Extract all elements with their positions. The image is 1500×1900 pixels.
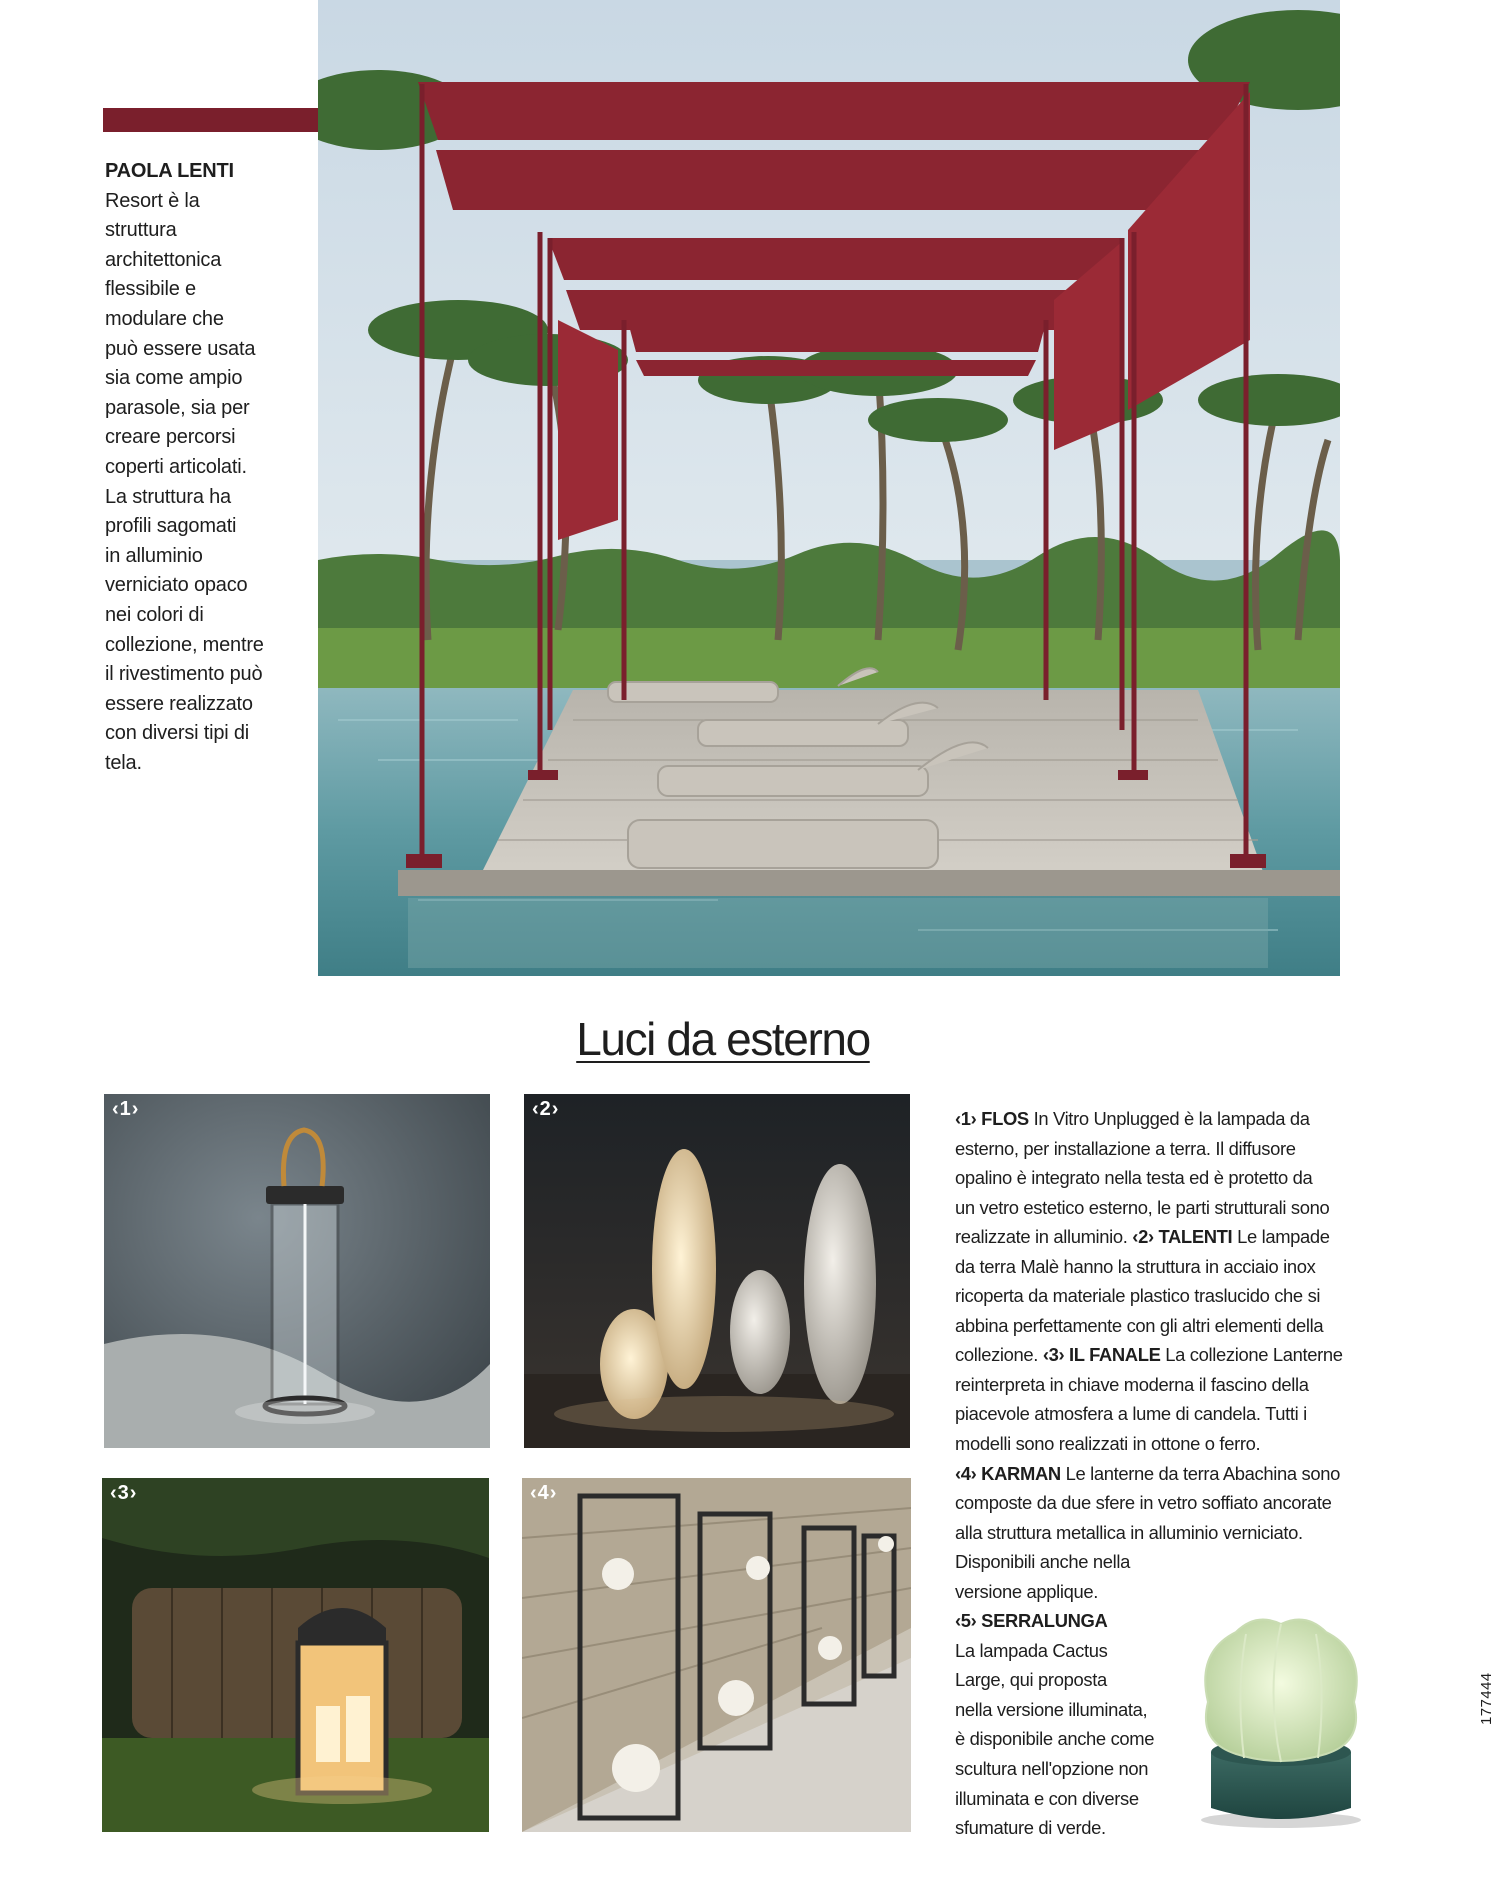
copy-line <box>955 1311 1355 1341</box>
hero-photo-pergola <box>318 0 1340 976</box>
intro-line: sia come ampio <box>105 367 243 390</box>
copy-line <box>955 1163 1355 1193</box>
copy-text: è disponibile anche come <box>955 1728 1155 1750</box>
copy-line <box>955 1577 1355 1607</box>
intro-line: modulare che <box>105 307 224 330</box>
intro-line: parasole, sia per <box>105 396 250 419</box>
copy-line <box>955 1429 1355 1459</box>
copy-text: Le lampade <box>1232 1226 1330 1248</box>
photo-karman-lanterns <box>522 1478 911 1832</box>
copy-text: sfumature di verde. <box>955 1817 1106 1839</box>
copy-text: da terra Malè hanno la struttura in acciaio inox <box>955 1255 1316 1277</box>
brand-tag: ‹3› IL FANALE <box>1042 1344 1161 1366</box>
photo-flos-lamp <box>104 1094 490 1448</box>
copy-line <box>955 1547 1355 1577</box>
copy-text: esterno, per installazione a terra. Il diffusore <box>955 1137 1296 1159</box>
copy-line <box>955 1370 1355 1400</box>
copy-line <box>955 1399 1355 1429</box>
copy-text: Disponibili anche nella <box>955 1551 1130 1573</box>
copy-text: La lampada Cactus <box>955 1639 1108 1661</box>
brand-tag: ‹2› TALENTI <box>1132 1226 1233 1248</box>
copy-text: ricoperta da materiale plastico traslucido che si <box>955 1285 1321 1307</box>
copy-text: illuminata e con diverse <box>955 1787 1139 1809</box>
section-title: Luci da esterno <box>576 1013 870 1065</box>
photo-number-4: ‹4› <box>530 1482 558 1504</box>
copy-line <box>955 1340 1355 1370</box>
intro-line: nei colori di <box>105 603 204 626</box>
intro-text <box>105 157 285 778</box>
copy-text: abbina perfettamente con gli altri elementi della <box>955 1314 1324 1336</box>
intro-line: tela. <box>105 751 142 774</box>
copy-line <box>955 1134 1355 1164</box>
photo-number-3: ‹3› <box>110 1482 138 1504</box>
copy-line <box>955 1193 1355 1223</box>
copy-text: Le lanterne da terra Abachina sono <box>1060 1462 1340 1484</box>
brand-tag: ‹5› SERRALUNGA <box>955 1610 1108 1632</box>
brand-tag: ‹1› FLOS <box>955 1108 1029 1129</box>
copy-text: collezione. <box>955 1344 1043 1366</box>
copy-line <box>955 1104 1355 1134</box>
intro-brand: PAOLA LENTI <box>105 160 234 182</box>
copy-text: versione applique. <box>955 1580 1098 1602</box>
photo-talenti-lamps <box>524 1094 910 1448</box>
intro-line: con diversi tipi di <box>105 722 250 745</box>
intro-line: architettonica <box>105 248 222 271</box>
copy-text: Large, qui proposta <box>955 1669 1107 1691</box>
intro-line: La struttura ha <box>105 485 231 508</box>
copy-text: reinterpreta in chiave moderna il fascino della <box>955 1373 1309 1395</box>
photo-number-2: ‹2› <box>532 1098 560 1120</box>
copy-text: opalino è integrato nella testa ed è protetto da <box>955 1167 1313 1189</box>
intro-line: in alluminio <box>105 544 203 567</box>
photo-il-fanale-lantern <box>102 1478 489 1832</box>
copy-text: un vetro estetico esterno, le parti strutturali sono <box>955 1196 1330 1218</box>
photo-serralunga-cactus-lamp <box>1186 1612 1376 1832</box>
copy-text: La collezione Lanterne <box>1160 1344 1343 1366</box>
copy-line <box>955 1281 1355 1311</box>
copy-line <box>955 1488 1355 1518</box>
copy-text: modelli sono realizzati in ottone o ferro. <box>955 1433 1261 1455</box>
intro-line: può essere usata <box>105 337 256 360</box>
copy-text: alla struttura metallica in alluminio verniciato. <box>955 1521 1303 1543</box>
intro-line: creare percorsi <box>105 426 236 449</box>
copy-line <box>955 1222 1355 1252</box>
photo-number-1: ‹1› <box>112 1098 140 1120</box>
copy-text: scultura nell'opzione non <box>955 1758 1149 1780</box>
intro-line: coperti articolati. <box>105 455 247 478</box>
intro-line: essere realizzato <box>105 692 253 715</box>
intro-line: verniciato opaco <box>105 574 248 597</box>
intro-line: collezione, mentre <box>105 633 264 656</box>
intro-body <box>105 187 285 779</box>
intro-line: Resort è la <box>105 189 200 212</box>
brand-tag: ‹4› KARMAN <box>955 1462 1061 1484</box>
copy-text: realizzate in alluminio. <box>955 1226 1133 1248</box>
intro-line: il rivestimento può <box>105 663 263 686</box>
intro-line: profili sagomati <box>105 515 237 538</box>
copy-line <box>955 1459 1355 1489</box>
copy-text: nella versione illuminata, <box>955 1698 1148 1720</box>
copy-text: composte da due sfere in vetro soffiato ancorate <box>955 1492 1332 1514</box>
copy-line <box>955 1518 1355 1548</box>
copy-text: In Vitro Unplugged è la lampada da <box>1028 1108 1310 1129</box>
intro-line: struttura <box>105 219 177 242</box>
copy-line <box>955 1252 1355 1282</box>
accent-bar <box>103 108 349 132</box>
page-code: 177444 <box>1478 1672 1495 1725</box>
copy-text: piacevole atmosfera a lume di candela. Tutti i <box>955 1403 1307 1425</box>
intro-line: flessibile e <box>105 278 196 301</box>
